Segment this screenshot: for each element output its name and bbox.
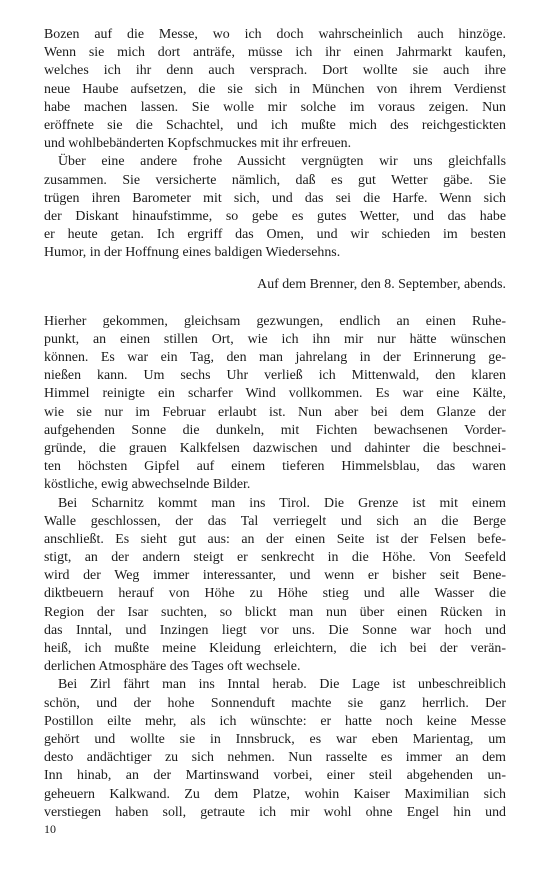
dateline-heading: Auf dem Brenner, den 8. September, abends.	[257, 277, 506, 293]
text-line: er heute getan. Ich ergriff das Omen, und wir schieden im besten	[44, 227, 506, 243]
text-line: können. Es war ein Tag, den man jahrelang in der Erinnerung ge-	[44, 350, 506, 366]
text-line: zusammen. Sie versicherte nämlich, daß es gut Wetter gäbe. Sie	[44, 172, 506, 188]
text-line: gründe, die grauen Kalkfelsen dazwischen und dahinter die beschnei-	[44, 440, 506, 456]
paragraph	[44, 26, 506, 153]
text-line: desto andächtiger zu sich nehmen. Nun rasselte es immer an dem	[44, 750, 506, 766]
text-line: köstliche, ewig abwechselnde Bilder.	[44, 477, 251, 493]
paragraph	[44, 495, 506, 677]
text-line: trügen ihren Barometer mit sich, und das sei die Harfe. Wenn sich	[44, 190, 506, 206]
text-line: Bei Zirl fährt man ins Inntal herab. Die Lage ist unbeschreiblich	[58, 677, 506, 693]
text-line: der Diskant hinaufstimme, so gebe es gutes Wetter, und das habe	[44, 208, 506, 224]
text-line: aufgehenden Sonne die dunkeln, mit Fichten bewachsenen Vorder-	[44, 422, 506, 438]
text-line: heiß, ich mußte meine Kleidung erleichtern, die ich bei der verän-	[44, 641, 506, 657]
text-line: neue Haube aufsetzen, die sie sich in München von ihrem Verdienst	[44, 81, 506, 97]
text-line: und wohlbebänderten Kopfschmuckes mit ihr erfreuen.	[44, 136, 352, 152]
text-line: wie sie nur im Februar erlaubt ist. Nun aber bei dem Glanze der	[44, 404, 506, 420]
text-line: ten höchsten Gipfel auf einem tieferen Himmelsblau, das waren	[44, 459, 506, 475]
text-line: eröffnete sie die Schachtel, und ich mußte mich des reichgestickten	[44, 117, 506, 133]
text-line: Postillon eilte mehr, als ich wünschte: er hatte noch keine Messe	[44, 713, 506, 729]
text-line: verstiegen haben soll, getraute ich mir wohl ohne Engel hin und	[44, 804, 506, 820]
text-line: Hierher gekommen, gleichsam gezwungen, endlich an einen Ruhe-	[44, 313, 506, 329]
text-line: Humor, in der Hoffnung eines baldigen Wiedersehns.	[44, 245, 341, 261]
text-line: Wenn sie mich dort anträfe, müsse ich ihr einen Jahrmarkt kaufen,	[44, 45, 506, 61]
text-line: stigt, an der andern steigt er senkrecht in die Höhe. Von Seefeld	[44, 550, 506, 566]
text-line: gehört und wollte sie in Innsbruck, es war eben Marientag, um	[44, 731, 506, 747]
text-line: nießen kann. Um sechs Uhr verließ ich Mittenwald, den klaren	[44, 368, 506, 384]
paragraph	[44, 676, 506, 822]
page-number: 10	[44, 822, 56, 836]
text-line: derlichen Atmosphäre des Tages oft wechsele.	[44, 659, 301, 675]
text-block-before-dateline	[44, 26, 506, 262]
text-line: geheuern Kalkwand. Zu dem Platze, wohin Kaiser Maximilian sich	[44, 786, 506, 802]
book-page	[44, 26, 506, 822]
text-line: Region der Isar suchten, so blickt man nun über einen Rücken in	[44, 604, 506, 620]
paragraph	[44, 153, 506, 262]
text-line: anschließt. Es sieht gut aus: an der einen Seite ist der Felsen befe-	[44, 531, 506, 547]
text-line: Über eine andere frohe Aussicht vergnügten wir uns gleichfalls	[58, 154, 506, 170]
text-line: punkt, an einen stillen Ort, wie ich ihn mir nur hätte wünschen	[44, 331, 506, 347]
text-line: Walle geschlossen, der das Tal verriegelt und sich an die Berge	[44, 513, 506, 529]
text-line: habe machen lassen. Sie wolle mir solche im voraus zeigen. Nun	[44, 99, 506, 115]
text-line: schön, und der hohe Sonnenduft machte sie ganz herrlich. Der	[44, 695, 506, 711]
text-line: Inn hinab, an der Martinswand vorbei, einer steil abgehenden un-	[44, 768, 506, 784]
text-line: wird der Weg immer interessanter, und wenn er bisher seit Bene-	[44, 568, 506, 584]
text-line: diktbeuern herauf von Höhe zu Höhe stieg und alle Wasser die	[44, 586, 506, 602]
text-line: welches ich ihr denn auch versprach. Dort wollte sie auch ihre	[44, 63, 506, 79]
text-line: Bozen auf die Messe, wo ich doch wahrscheinlich auch hinzöge.	[44, 27, 506, 42]
text-line: das Inntal, und Inzingen liegt vor uns. Die Sonne war hoch und	[44, 622, 506, 638]
text-block-after-dateline	[44, 313, 506, 822]
paragraph	[44, 313, 506, 495]
text-line: Himmel reinigte ein scharfer Wind vollkommen. Es war eine Kälte,	[44, 386, 506, 402]
text-line: Bei Scharnitz kommt man ins Tirol. Die Grenze ist mit einem	[58, 495, 506, 511]
